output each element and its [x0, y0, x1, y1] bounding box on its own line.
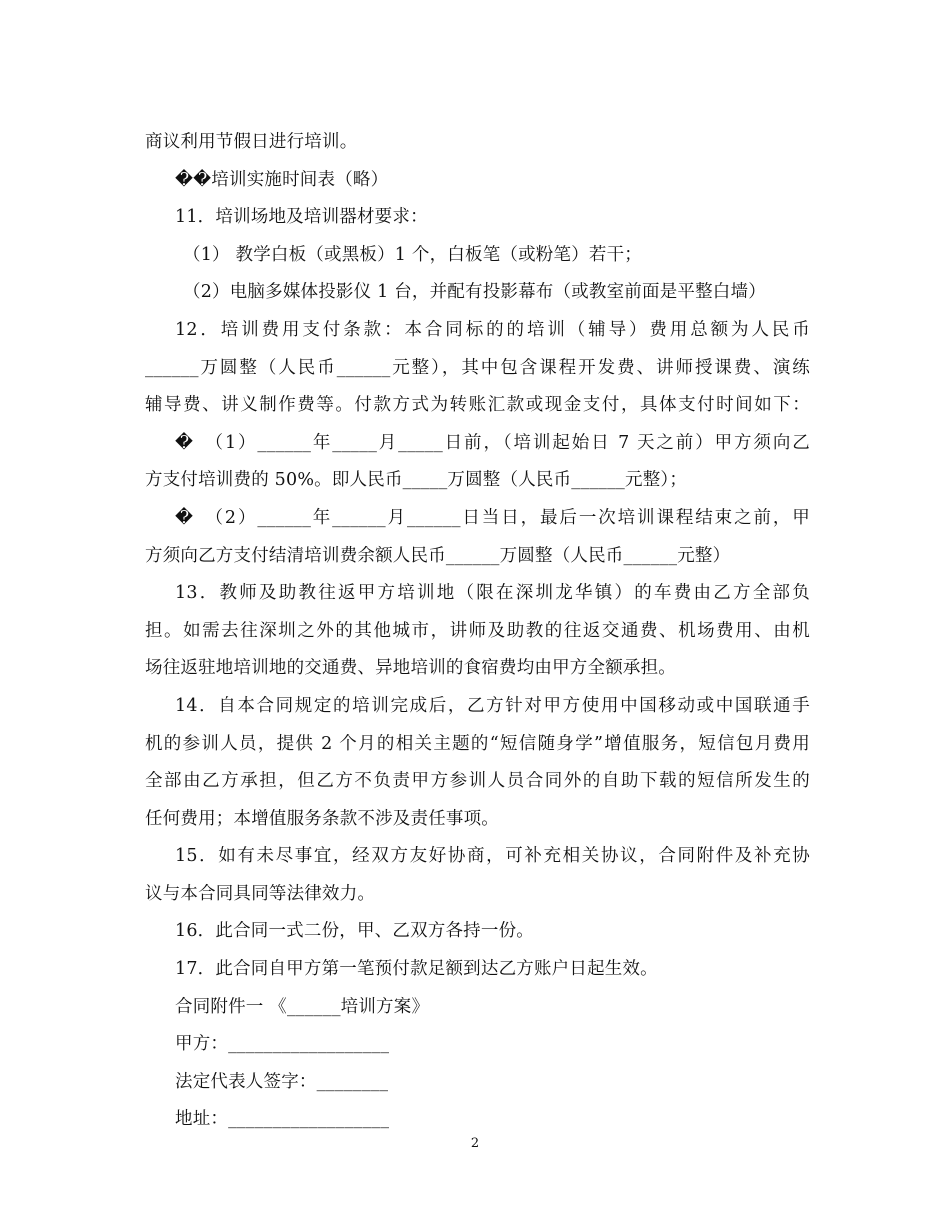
text-line: 场往返驻地培训地的交通费、异地培训的食宿费均由甲方全额承担。 — [145, 658, 676, 679]
text-line: 商议利用节假日进行培训。 — [145, 132, 358, 152]
clause-11-heading: 11．培训场地及培训器材要求： — [175, 207, 428, 228]
text-line: 方支付培训费的 50%。即人民币_____万圆整（人民币______元整）； — [145, 470, 688, 491]
clause-14-text: 14．自本合同规定的培训完成后，乙方针对甲方使用中国移动或中国联通手 — [175, 695, 810, 716]
text-line: 议与本合同具同等法律效力。 — [145, 883, 376, 904]
payment-term-2: � （2）______年______月______日当日，最后一次培训课程结束之前，甲 — [175, 507, 810, 528]
text-line: 辅导费、讲义制作费等。付款方式为转账汇款或现金支付，具体支付时间如下： — [145, 395, 810, 416]
list-item: （1） 教学白板（或黑板）1 个，白板笔（或粉笔）若干； — [183, 244, 642, 265]
text-line: 机的参训人员，提供 2 个月的相关主题的“短信随身学”增值服务，短信包月费用 — [145, 733, 810, 754]
clause-12-text: 12．培训费用支付条款：本合同标的的培训（辅导）费用总额为人民币 — [175, 319, 810, 340]
address-line: 地址：__________________ — [175, 1109, 390, 1130]
clause-16-text: 16．此合同一式二份，甲、乙双方各持一份。 — [175, 921, 534, 942]
text-line: 方须向乙方支付结清培训费余额人民币______万圆整（人民币______元整） — [145, 545, 731, 566]
text-line: ______万圆整（人民币______元整），其中包含课程开发费、讲师授课费、演练 — [145, 357, 810, 378]
party-a-line: 甲方：__________________ — [175, 1034, 390, 1055]
document-body — [145, 124, 810, 1139]
list-item: （2）电脑多媒体投影仪 1 台，并配有投影幕布（或教室前面是平整白墙） — [183, 282, 766, 303]
text-line: 全部由乙方承担，但乙方不负责甲方参训人员合同外的自助下载的短信所发生的 — [145, 771, 810, 792]
attachment-line: 合同附件一 《______培训方案》 — [175, 996, 430, 1017]
page-number: 2 — [470, 1136, 480, 1151]
text-line: 任何费用；本增值服务条款不涉及责任事项。 — [145, 808, 499, 829]
text-line: ��培训实施时间表（略） — [175, 169, 389, 190]
clause-17-text: 17．此合同自甲方第一笔预付款足额到达乙方账户日起生效。 — [175, 959, 658, 980]
payment-term-1: � （1）______年_____月_____日前，（培训起始日 7 天之前）甲方须向乙 — [175, 432, 810, 453]
text-line: 担。如需去往深圳之外的其他城市，讲师及助教的往返交通费、机场费用、由机 — [145, 620, 810, 641]
legal-rep-signature-line: 法定代表人签字：________ — [175, 1071, 389, 1092]
clause-13-text: 13．教师及助教往返甲方培训地（限在深圳龙华镇）的车费由乙方全部负 — [175, 583, 810, 604]
clause-15-text: 15．如有未尽事宜，经双方友好协商，可补充相关协议，合同附件及补充协 — [175, 846, 810, 867]
